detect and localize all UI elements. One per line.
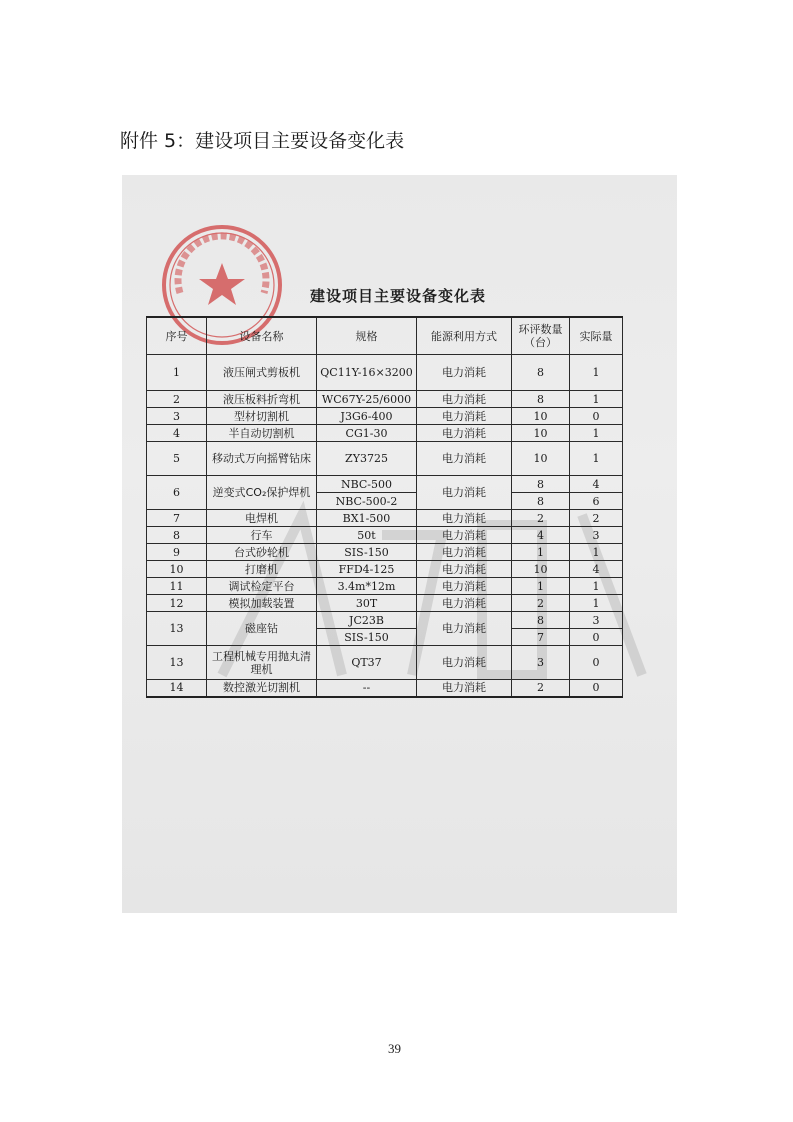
- cell-spec: QC11Y-16×3200: [317, 355, 417, 391]
- table-row: [147, 408, 623, 425]
- cell-actual-qty: 1: [570, 595, 623, 612]
- table-row: [147, 510, 623, 527]
- cell-energy: 电力消耗: [417, 355, 512, 391]
- cell-no: 7: [147, 510, 207, 527]
- cell-eia-qty: 8: [512, 612, 570, 629]
- cell-name: 打磨机: [207, 561, 317, 578]
- table-row: [147, 442, 623, 476]
- cell-eia-qty: 2: [512, 595, 570, 612]
- cell-actual-qty: 1: [570, 391, 623, 408]
- cell-name: 数控激光切割机: [207, 680, 317, 697]
- cell-name: 行车: [207, 527, 317, 544]
- cell-name: 工程机械专用抛丸清理机: [207, 646, 317, 680]
- header-energy: 能源利用方式: [417, 317, 512, 355]
- scanned-document-photo: [122, 175, 677, 913]
- cell-energy: 电力消耗: [417, 408, 512, 425]
- cell-eia-qty: 10: [512, 442, 570, 476]
- cell-actual-qty: 1: [570, 355, 623, 391]
- cell-eia-qty: 3: [512, 646, 570, 680]
- cell-actual-qty: 1: [570, 578, 623, 595]
- cell-energy: 电力消耗: [417, 391, 512, 408]
- cell-no: 14: [147, 680, 207, 697]
- cell-no: 3: [147, 408, 207, 425]
- table-row: [147, 578, 623, 595]
- cell-name: 半自动切割机: [207, 425, 317, 442]
- cell-spec: NBC-500-2: [317, 493, 417, 510]
- cell-eia-qty: 2: [512, 680, 570, 697]
- cell-energy: 电力消耗: [417, 578, 512, 595]
- cell-no: 4: [147, 425, 207, 442]
- cell-no: 10: [147, 561, 207, 578]
- cell-energy: 电力消耗: [417, 680, 512, 697]
- cell-energy: 电力消耗: [417, 527, 512, 544]
- table-row: [147, 612, 623, 629]
- cell-spec: 3.4m*12m: [317, 578, 417, 595]
- cell-actual-qty: 3: [570, 527, 623, 544]
- cell-no: 12: [147, 595, 207, 612]
- table-row: [147, 646, 623, 680]
- cell-spec: FFD4-125: [317, 561, 417, 578]
- equipment-table: [146, 316, 623, 698]
- table-row: [147, 527, 623, 544]
- table-row: [147, 355, 623, 391]
- table-row: [147, 425, 623, 442]
- cell-spec: ZY3725: [317, 442, 417, 476]
- cell-energy: 电力消耗: [417, 612, 512, 646]
- cell-actual-qty: 1: [570, 442, 623, 476]
- header-actual-qty: 实际量: [570, 317, 623, 355]
- cell-actual-qty: 0: [570, 408, 623, 425]
- table-header-row: [147, 317, 623, 355]
- cell-name: 模拟加载装置: [207, 595, 317, 612]
- cell-name: 移动式万向摇臂钻床: [207, 442, 317, 476]
- cell-energy: 电力消耗: [417, 646, 512, 680]
- cell-no: 1: [147, 355, 207, 391]
- cell-no: 6: [147, 476, 207, 510]
- cell-energy: 电力消耗: [417, 476, 512, 510]
- cell-energy: 电力消耗: [417, 510, 512, 527]
- cell-name: 电焊机: [207, 510, 317, 527]
- cell-actual-qty: 0: [570, 646, 623, 680]
- cell-name: 逆变式CO₂保护焊机: [207, 476, 317, 510]
- page-heading: 附件 5：建设项目主要设备变化表: [120, 130, 405, 152]
- cell-name: 液压闸式剪板机: [207, 355, 317, 391]
- header-eia-qty: 环评数量（台）: [512, 317, 570, 355]
- cell-actual-qty: 2: [570, 510, 623, 527]
- cell-actual-qty: 1: [570, 544, 623, 561]
- cell-no: 11: [147, 578, 207, 595]
- cell-eia-qty: 1: [512, 578, 570, 595]
- cell-eia-qty: 2: [512, 510, 570, 527]
- cell-eia-qty: 10: [512, 561, 570, 578]
- cell-actual-qty: 0: [570, 629, 623, 646]
- header-spec: 规格: [317, 317, 417, 355]
- cell-name: 台式砂轮机: [207, 544, 317, 561]
- cell-eia-qty: 10: [512, 425, 570, 442]
- cell-no: 2: [147, 391, 207, 408]
- cell-eia-qty: 1: [512, 544, 570, 561]
- cell-eia-qty: 8: [512, 391, 570, 408]
- cell-no: 13: [147, 646, 207, 680]
- header-no: 序号: [147, 317, 207, 355]
- cell-actual-qty: 1: [570, 425, 623, 442]
- cell-energy: 电力消耗: [417, 561, 512, 578]
- cell-name: 型材切割机: [207, 408, 317, 425]
- cell-spec: --: [317, 680, 417, 697]
- cell-eia-qty: 7: [512, 629, 570, 646]
- cell-eia-qty: 8: [512, 493, 570, 510]
- table-row: [147, 680, 623, 697]
- cell-actual-qty: 0: [570, 680, 623, 697]
- cell-spec: 30T: [317, 595, 417, 612]
- cell-spec: SIS-150: [317, 629, 417, 646]
- table-row: [147, 561, 623, 578]
- cell-eia-qty: 8: [512, 476, 570, 493]
- table-row: [147, 544, 623, 561]
- cell-eia-qty: 4: [512, 527, 570, 544]
- cell-name: 调试检定平台: [207, 578, 317, 595]
- cell-spec: QT37: [317, 646, 417, 680]
- cell-spec: CG1-30: [317, 425, 417, 442]
- header-name: 设备名称: [207, 317, 317, 355]
- cell-no: 8: [147, 527, 207, 544]
- cell-energy: 电力消耗: [417, 442, 512, 476]
- table-row: [147, 595, 623, 612]
- cell-spec: JC23B: [317, 612, 417, 629]
- cell-eia-qty: 10: [512, 408, 570, 425]
- cell-spec: J3G6-400: [317, 408, 417, 425]
- cell-spec: WC67Y-25/6000: [317, 391, 417, 408]
- cell-actual-qty: 4: [570, 476, 623, 493]
- page-number: 39: [388, 1041, 401, 1056]
- table-row: [147, 476, 623, 493]
- cell-actual-qty: 4: [570, 561, 623, 578]
- cell-no: 5: [147, 442, 207, 476]
- cell-actual-qty: 6: [570, 493, 623, 510]
- cell-energy: 电力消耗: [417, 544, 512, 561]
- cell-energy: 电力消耗: [417, 595, 512, 612]
- cell-no: 9: [147, 544, 207, 561]
- cell-spec: SIS-150: [317, 544, 417, 561]
- table-row: [147, 391, 623, 408]
- cell-spec: NBC-500: [317, 476, 417, 493]
- table-title: 建设项目主要设备变化表: [310, 287, 487, 305]
- cell-eia-qty: 8: [512, 355, 570, 391]
- cell-no: 13: [147, 612, 207, 646]
- cell-name: 磁座钻: [207, 612, 317, 646]
- cell-actual-qty: 3: [570, 612, 623, 629]
- cell-spec: 50t: [317, 527, 417, 544]
- cell-energy: 电力消耗: [417, 425, 512, 442]
- cell-spec: BX1-500: [317, 510, 417, 527]
- cell-name: 液压板料折弯机: [207, 391, 317, 408]
